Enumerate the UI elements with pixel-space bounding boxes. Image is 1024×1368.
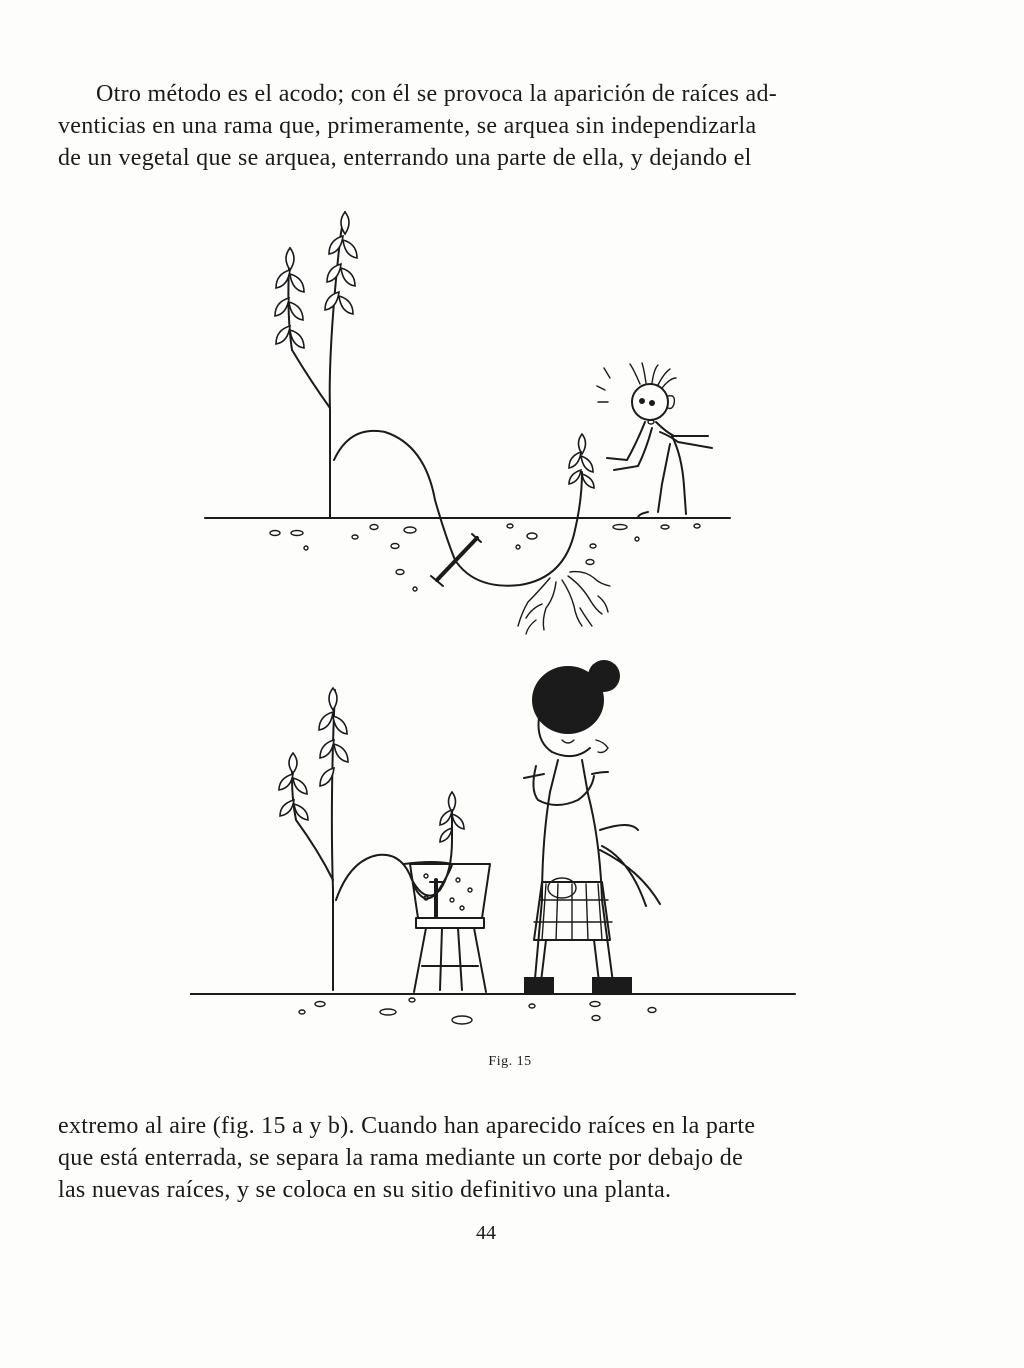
- girl-figure: [524, 660, 660, 993]
- text-line: que está enterrada, se separa la rama mediante un corte por debajo de: [58, 1145, 744, 1171]
- text-line: las nuevas raíces, y se coloca en su sitio definitivo una planta.: [58, 1177, 672, 1203]
- page-number: 44: [476, 1222, 496, 1244]
- mother-plant-branch: [288, 248, 330, 408]
- figure-caption: Fig. 15: [488, 1054, 532, 1069]
- soil-pebbles: [270, 524, 700, 591]
- paragraph-bottom: [58, 1110, 922, 1206]
- plant-stem-b: [332, 690, 335, 990]
- stool: [414, 918, 486, 992]
- text-line: Otro método es el acodo; con él se provoca la aparición de raíces ad-: [96, 81, 778, 107]
- plant-leaves-b: [279, 688, 348, 820]
- mother-plant-stem: [330, 212, 345, 518]
- text-line: de un vegetal que se arquea, enterrando una parte de ella, y dejando el: [58, 145, 752, 171]
- soil-pebbles-b: [299, 998, 656, 1024]
- paragraph-top: [58, 78, 922, 174]
- text-line: venticias en una rama que, primeramente, se arquea sin independizarla: [58, 113, 757, 139]
- boy-figure: [597, 363, 712, 518]
- mother-plant-leaves: [275, 212, 357, 348]
- illustration-a-layering-in-soil: [205, 212, 730, 634]
- layering-illustration: [190, 200, 810, 1040]
- anchor-peg: [437, 538, 477, 580]
- text-line: extremo al aire (fig. 15 a y b). Cuando han aparecido raíces en la parte: [58, 1113, 756, 1139]
- arched-branch: [334, 431, 582, 586]
- new-roots: [518, 572, 610, 634]
- illustration-b-air-layering: [190, 660, 795, 1024]
- pot-soil-dots: [424, 874, 472, 910]
